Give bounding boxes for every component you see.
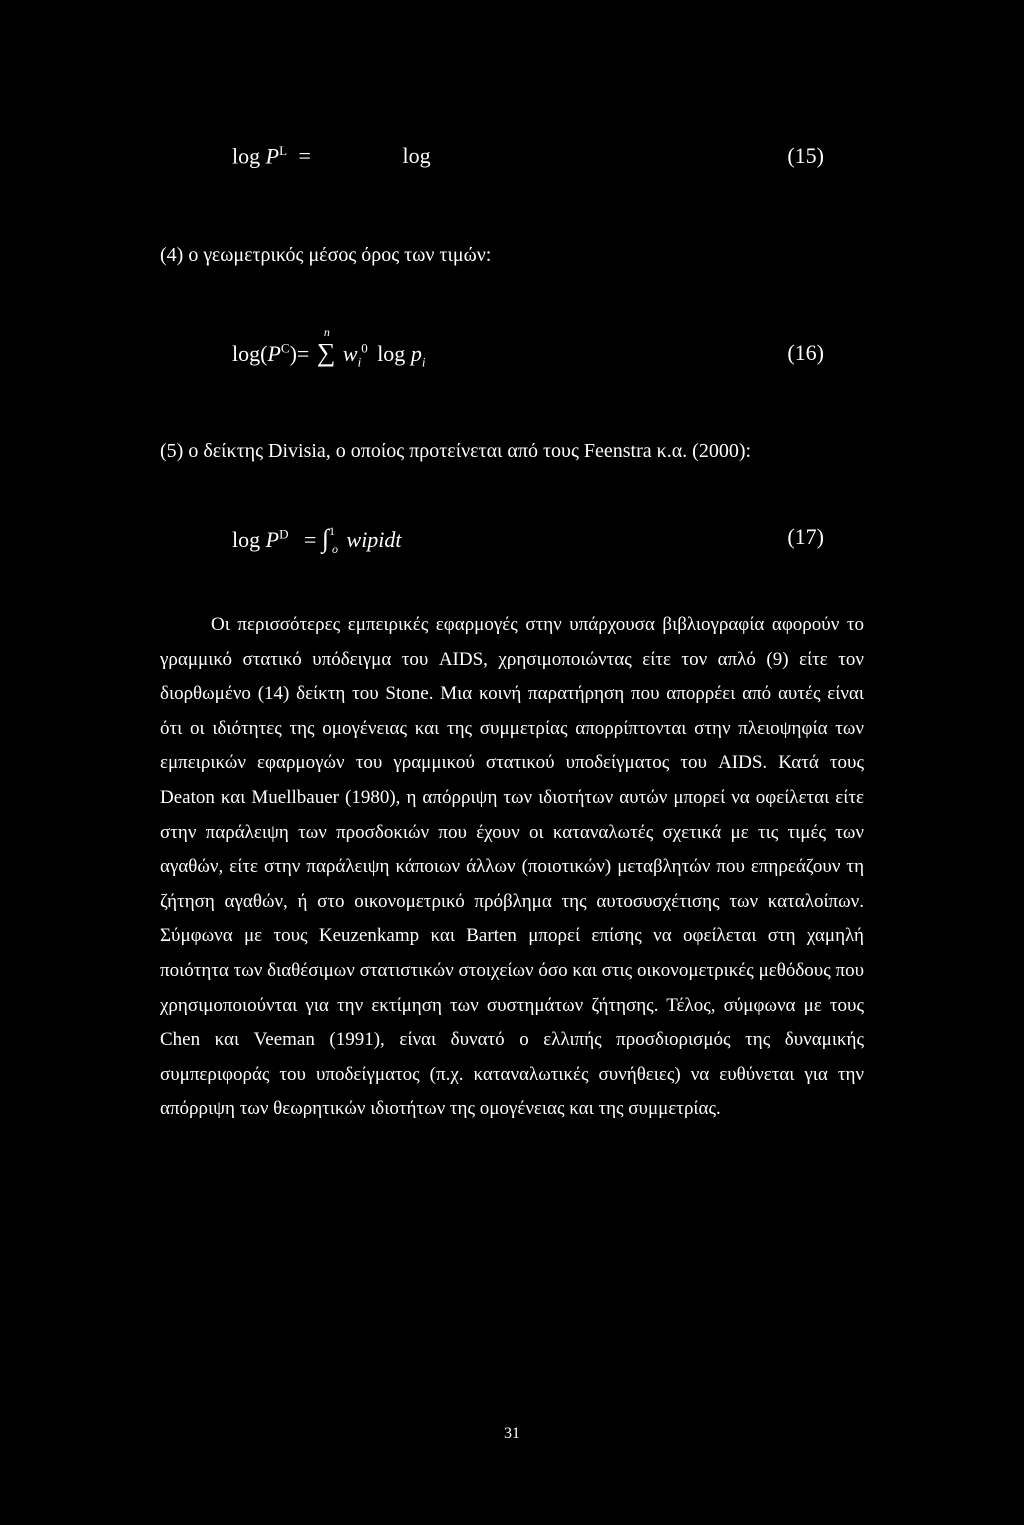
- body-paragraph: Οι περισσότερες εμπειρικές εφαρμογές στην υπάρχουσα βιβλιογραφία αφορούν το γραμμικό στατικό υπόδειγμα του AIDS, χρησιμοποιώντας είτε τον απλό (9) είτε τον διορθωμένο (14) δείκτη του Stone. Μια κοινή παρατήρηση που απορρέει από αυτές είναι ότι οι ιδιότητες της ομογένειας και της συμμετρίας απορρίπτονται στην πλειοψηφία των εμπειρικών εφαρμογών του γραμμικού στατικού υποδείγματος του AIDS. Κατά τους Deaton και Muellbauer (1980), η απόρριψη των ιδιοτήτων αυτών μπορεί να οφείλεται είτε στην παράλειψη των προσδοκιών που έχουν οι καταναλωτές σχετικά με τις τιμές των αγαθών, είτε στην παράλειψη κάποιων άλλων (ποιοτικών) μεταβλητών που επηρεάζουν τη ζήτηση αγαθών, ή στο οικονομετρικό πρόβλημα της αυτοσυσχέτισης των καταλοίπων. Σύμφωνα με τους Keuzenkamp και Barten μπορεί επίσης να οφείλεται στη χαμηλή ποιότητα των διαθέσιμων στατιστικών στοιχείων όσο και στις οικονομετρικές μεθόδους που χρησιμοποιούνται για την εκτίμηση των συστημάτων ζήτησης. Τέλος, σύμφωνα με τους Chen και Veeman (1991), είναι δυνατό ο ελλιπής προσδιορισμός της δυναμικής συμπεριφοράς του υποδείγματος (π.χ. καταναλωτικές συνήθειες) να ευθύνεται για την απόρριψη των θεωρητικών ιδιοτήτων της ομογένειας και της συμμετρίας.: [160, 614, 864, 1120]
- eq16-w-sup: 0: [361, 340, 368, 356]
- eq15-rhs-log: log: [402, 143, 431, 169]
- item-4-label: (4) ο γεωμετρικός μέσος όρος των τιμών:: [160, 244, 492, 266]
- equation-16-formula: $\log(P^C)=$ ∑ n $w_i^0$ $\log p_i$: [232, 325, 426, 370]
- eq17-sup: D: [279, 526, 289, 542]
- page-number: 31: [504, 1425, 520, 1442]
- eq16-var: P: [267, 341, 281, 366]
- item-5-label: (5) ο δείκτης Divisia, ο οποίος προτείνεται από τους Feenstra κ.α. (2000):: [160, 440, 752, 462]
- eq15-equals: =: [298, 143, 311, 169]
- summation-symbol: ∑ n: [316, 325, 336, 367]
- eq15-var: P: [265, 143, 280, 169]
- eq17-integrand: wipidt: [346, 527, 402, 552]
- integral-lower-limit: o: [332, 542, 339, 556]
- eq16-w-sub: i: [357, 354, 362, 370]
- eq16-w: w: [342, 341, 358, 366]
- integral-upper-limit: 1: [329, 524, 336, 538]
- equation-17-number: (17): [787, 524, 824, 549]
- eq16-p-sub: i: [421, 354, 426, 370]
- eq15-sup: L: [279, 143, 288, 158]
- eq17-equals: =: [303, 527, 317, 552]
- eq16-p: p: [410, 341, 422, 366]
- equation-15: [232, 143, 824, 183]
- eq16-sup: C: [280, 340, 290, 356]
- equation-15-number: (15): [787, 143, 824, 168]
- equation-16: [232, 325, 824, 380]
- sum-upper-limit: n: [323, 325, 330, 339]
- eq16-log: log: [232, 341, 261, 366]
- eq16-log2: log: [377, 341, 406, 366]
- equation-16-number: (16): [787, 340, 824, 365]
- eq17-log: log: [232, 527, 261, 552]
- eq17-var: P: [265, 527, 280, 552]
- equation-17-formula: [232, 524, 402, 554]
- integral-symbol: ∫$^1_o$: [321, 524, 339, 556]
- eq15-log: log: [232, 143, 261, 169]
- equation-17: [232, 524, 824, 564]
- equation-15-formula: [232, 143, 431, 169]
